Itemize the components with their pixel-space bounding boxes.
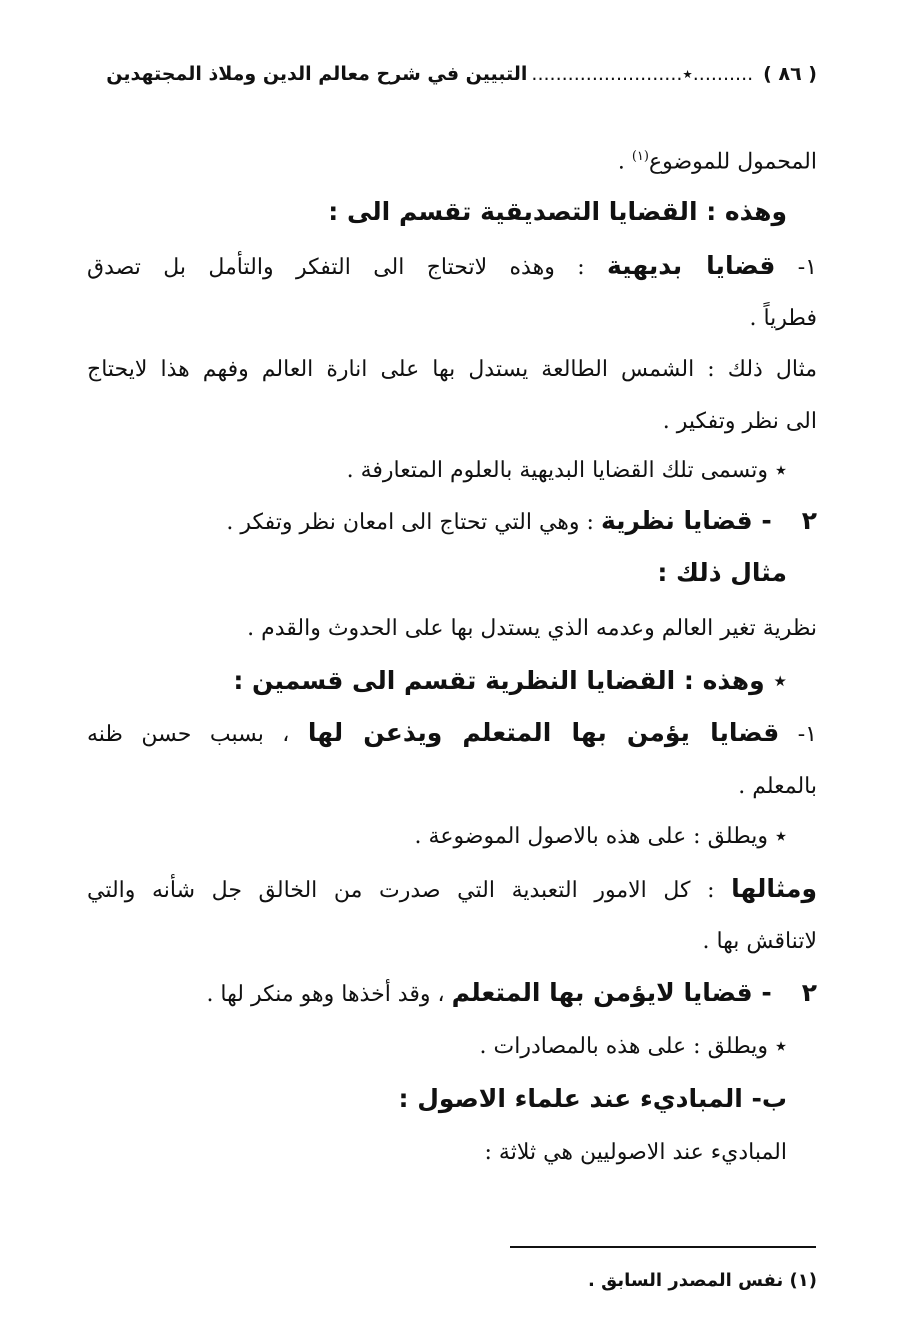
line-text: : كل الامور التعبدية التي صدرت من الخالق جل شأنه والتي [87, 878, 732, 903]
item-number: ١- [775, 255, 817, 280]
text-line-6 [87, 405, 817, 439]
running-header [87, 54, 817, 94]
item-heading: ٢- قضايا لايؤمن بها المتعلم [451, 978, 817, 1007]
footnote: (١) نفس المصدر السابق . [587, 1270, 817, 1291]
text-line-12 [87, 716, 817, 752]
text-line-4 [87, 302, 817, 336]
text-line-14 [87, 820, 817, 854]
section-heading: ٭ وهذه : القضايا النظرية تقسم الى قسمين : [233, 666, 787, 695]
text-line-20 [87, 1136, 817, 1170]
line-text: فطرياً . [749, 306, 817, 331]
line-text: ، وقد أخذها وهو منكر لها . [206, 982, 452, 1007]
example-heading: مثال ذلك : [657, 558, 787, 587]
item-number: ١- [779, 722, 817, 747]
section-heading: ب- المباديء عند علماء الاصول : [398, 1084, 787, 1113]
text-line-16 [87, 925, 817, 959]
text-line-5 [87, 353, 817, 387]
line-text: مثال ذلك : الشمس الطالعة يستدل بها على انارة العالم وفهم هذا لايحتاج [87, 357, 817, 382]
text-line-10 [87, 612, 817, 646]
line-text: نظرية تغير العالم وعدمه الذي يستدل بها على الحدوث والقدم . [247, 616, 817, 641]
text-line-8 [87, 504, 817, 540]
text-line-13 [87, 770, 817, 804]
line-text: : وهذه لاتحتاج الى التفكر والتأمل بل تصدق [87, 255, 607, 280]
header-dots: ..........٭......................... [531, 63, 754, 85]
line-text: الى نظر وتفكير . [662, 409, 817, 434]
text-line-1 [87, 140, 817, 179]
line-text: المحمول للموضوع [648, 149, 817, 175]
line-text: : وهي التي تحتاج الى امعان نظر وتفكر . [226, 510, 601, 535]
text-line-15 [87, 872, 817, 908]
line-end: . [617, 149, 632, 175]
line-text: لاتناقش بها . [702, 929, 817, 954]
line-text: ٭ ويطلق : على هذه بالمصادرات . [479, 1034, 787, 1059]
page-number: ( ٨٦ ) [763, 63, 817, 85]
text-line-17 [87, 976, 817, 1012]
footnote-divider [510, 1246, 816, 1248]
line-text: المباديء عند الاصوليين هي ثلاثة : [484, 1140, 787, 1165]
text-line-7 [87, 454, 817, 488]
line-text: بالمعلم . [738, 774, 817, 799]
section-heading: وهذه : القضايا التصديقية تقسم الى : [328, 197, 787, 226]
line-text: ٭ ويطلق : على هذه بالاصول الموضوعة . [414, 824, 787, 849]
text-line-2 [87, 195, 817, 231]
text-line-9 [87, 556, 817, 592]
item-heading: ٢- قضايا نظرية [600, 506, 817, 535]
text-line-3 [87, 249, 817, 285]
line-text: ، بسبب حسن ظنه [87, 722, 308, 747]
item-heading: قضايا بديهية [607, 251, 776, 280]
footnote-ref: (١) [631, 149, 649, 164]
example-heading: ومثالها [731, 874, 817, 903]
line-text: ٭ وتسمى تلك القضايا البديهية بالعلوم المتعارفة . [346, 458, 787, 483]
book-title: التبيين في شرح معالم الدين وملاذ المجتهدين [106, 63, 528, 85]
item-heading: قضايا يؤمن بها المتعلم ويذعن لها [307, 718, 780, 747]
text-line-18 [87, 1030, 817, 1064]
text-line-11 [87, 664, 817, 700]
text-line-19 [87, 1082, 817, 1118]
